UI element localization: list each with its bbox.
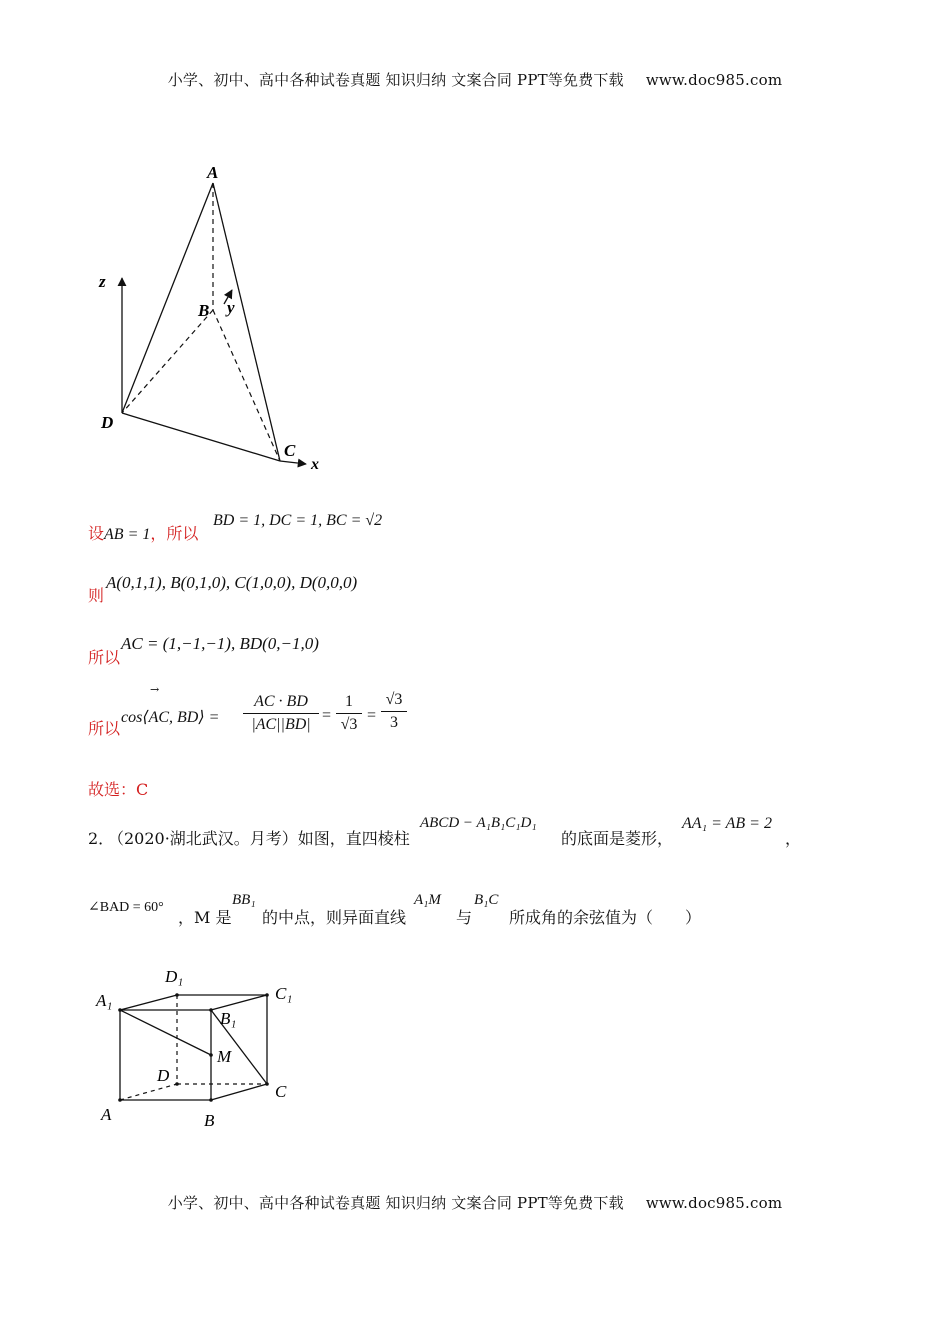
label-y: y bbox=[227, 298, 235, 317]
edge-B1C1 bbox=[211, 995, 267, 1010]
sol1-mid: ，所以 bbox=[150, 524, 199, 543]
q2-seg: BB₁ bbox=[232, 892, 256, 908]
q2-source: （2020·湖北武汉。月考）如图，直四棱柱 bbox=[108, 829, 410, 848]
label-A: A bbox=[101, 1105, 112, 1124]
figure-tetrahedron bbox=[90, 160, 350, 480]
sol3-math: AC = (1,−1,−1), BD(0,−1,0) bbox=[121, 634, 319, 653]
frac3-bar bbox=[381, 711, 407, 712]
frac3-num: √3 bbox=[385, 691, 403, 708]
label-A1: A₁ bbox=[96, 991, 113, 1010]
frac1-den: |AC||BD| bbox=[251, 716, 311, 733]
sol3-prefix: 所以 bbox=[88, 648, 121, 667]
q2-number: 2． bbox=[88, 829, 115, 848]
footer-text: 小学、初中、高中各种试卷真题 知识归纳 文案合同 PPT等免费下载 bbox=[167, 1194, 624, 1212]
sol4-eq1: = bbox=[322, 707, 332, 724]
page-footer bbox=[0, 1192, 950, 1213]
label-z: z bbox=[99, 272, 106, 291]
figure-prism bbox=[95, 960, 305, 1132]
footer-url[interactable]: www.doc985.com bbox=[645, 1194, 783, 1212]
q2-line-a: A₁M bbox=[414, 892, 441, 908]
edge-DC bbox=[122, 413, 280, 461]
solution-line-1 bbox=[88, 521, 198, 544]
label-B1: B₁ bbox=[220, 1009, 237, 1028]
q2-line-b: B₁C bbox=[474, 892, 499, 908]
label-A: A bbox=[207, 163, 219, 182]
page-header bbox=[0, 69, 950, 90]
sol1-prefix: 设 bbox=[88, 524, 105, 543]
label-x: x bbox=[311, 456, 319, 473]
q2-prism: ABCD − A₁B₁C₁D₁ bbox=[420, 815, 537, 831]
segment-A1M bbox=[120, 1010, 211, 1055]
sol2-prefix: 则 bbox=[88, 586, 105, 605]
sol1-math: BD = 1, DC = 1, BC = √2 bbox=[213, 512, 383, 529]
frac2-den: √3 bbox=[340, 716, 358, 733]
label-B: B bbox=[198, 301, 210, 320]
sol4-prefix: 所以 bbox=[88, 719, 121, 738]
frac1-num: AC · BD bbox=[254, 693, 308, 710]
fraction-3 bbox=[381, 691, 407, 732]
q2-text-d: 与 bbox=[456, 908, 473, 927]
edge-AD bbox=[122, 183, 213, 413]
q2-text-c: 的中点，则异面直线 bbox=[262, 908, 407, 927]
q2-comma: ， bbox=[785, 829, 802, 848]
edge-BC bbox=[213, 310, 280, 461]
solution-line-2 bbox=[88, 583, 104, 606]
label-D: D bbox=[157, 1066, 170, 1085]
sol4-eq2: = bbox=[367, 707, 377, 724]
label-D1: D₁ bbox=[165, 967, 184, 986]
solution-line-4 bbox=[88, 716, 120, 739]
label-M: M bbox=[217, 1047, 232, 1066]
sol4-vec-arrow: → bbox=[150, 683, 160, 696]
sol1-eq: AB = 1 bbox=[104, 526, 151, 543]
fraction-1 bbox=[243, 693, 319, 734]
solution-line-3 bbox=[88, 645, 120, 668]
edge-AC bbox=[213, 183, 280, 461]
q2-text-b: ，M 是 bbox=[178, 908, 232, 927]
edge-AD bbox=[120, 1084, 177, 1100]
frac3-den: 3 bbox=[390, 714, 398, 731]
fraction-2 bbox=[336, 693, 362, 734]
header-url[interactable]: www.doc985.com bbox=[645, 71, 783, 89]
frac2-num: 1 bbox=[345, 693, 353, 710]
q2-angle: ∠BAD = 60° bbox=[88, 900, 164, 915]
q2-cond: AA₁ = AB = 2 bbox=[682, 815, 772, 832]
edge-BC bbox=[211, 1084, 267, 1100]
label-C: C bbox=[275, 1082, 287, 1101]
frac1-bar bbox=[243, 713, 319, 714]
q2-text-e: 所成角的余弦值为（ ） bbox=[509, 908, 702, 927]
label-B: B bbox=[204, 1111, 215, 1130]
label-D: D bbox=[101, 413, 114, 432]
q2-text-a: 的底面是菱形， bbox=[561, 829, 674, 848]
edge-A1D1 bbox=[120, 995, 177, 1010]
label-C1: C₁ bbox=[275, 984, 293, 1003]
sol2-math: A(0,1,1), B(0,1,0), C(1,0,0), D(0,0,0) bbox=[106, 573, 358, 592]
answer-line: 故选：C bbox=[88, 780, 149, 799]
label-C: C bbox=[284, 441, 296, 460]
frac2-bar bbox=[336, 713, 362, 714]
edge-BD bbox=[122, 310, 213, 413]
x-axis bbox=[280, 461, 306, 464]
sol4-cos: cos⟨AC, BD⟩ = bbox=[121, 709, 220, 726]
header-text: 小学、初中、高中各种试卷真题 知识归纳 文案合同 PPT等免费下载 bbox=[167, 71, 624, 89]
